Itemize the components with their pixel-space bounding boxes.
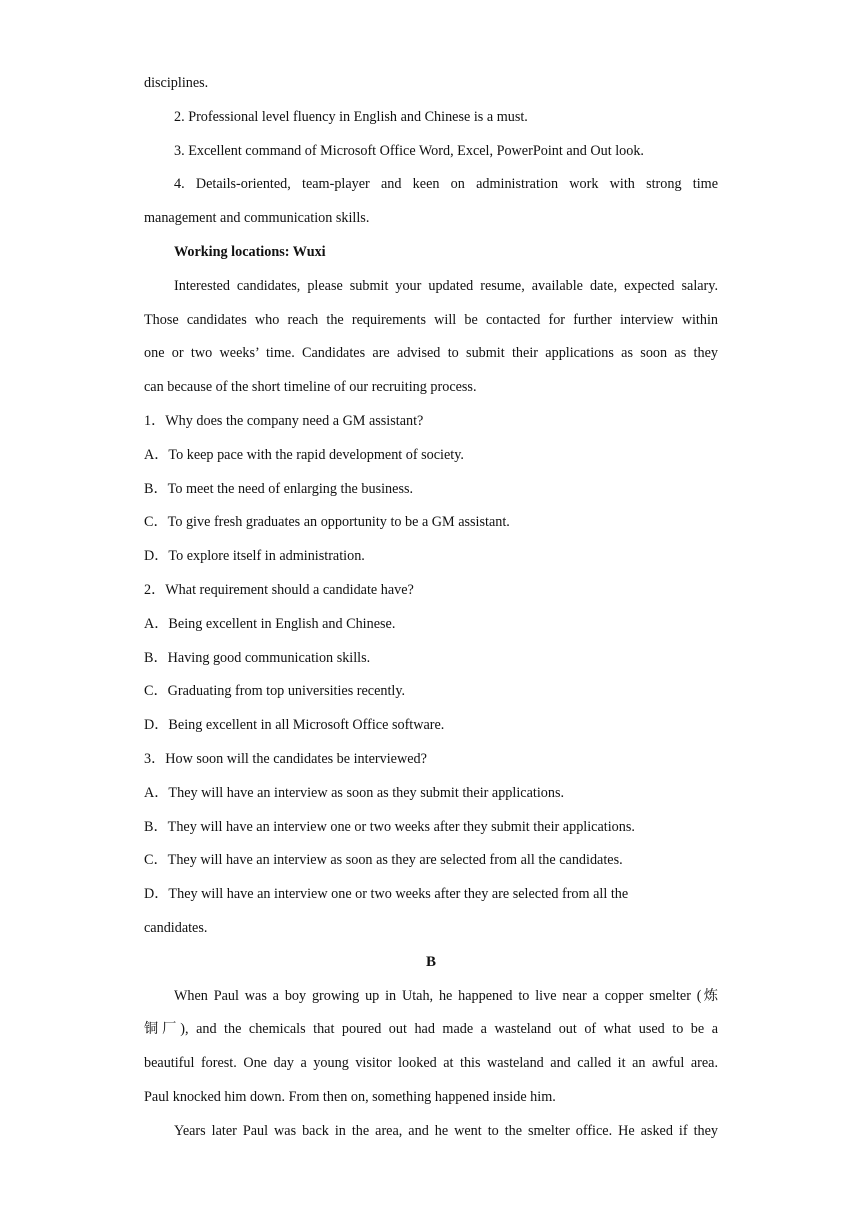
question-2-option-d: D．Being excellent in all Microsoft Office software.: [144, 717, 445, 733]
question-3-option-d: D．They will have an interview one or two weeks after they are selected from all the: [144, 886, 629, 902]
passage-b-para-1-line-4: Paul knocked him down. From then on, something happened inside him.: [144, 1089, 556, 1105]
application-line-3: one or two weeks’ time. Candidates are advised to submit their applications as soon as they: [144, 345, 718, 361]
application-line-4: can because of the short timeline of our recruiting process.: [144, 379, 477, 395]
passage-b-para-1-line-1: When Paul was a boy growing up in Utah, he happened to live near a copper smelter (炼: [174, 988, 718, 1004]
question-3-option-d-continuation: candidates.: [144, 920, 208, 936]
question-3-option-a: A．They will have an interview as soon as they submit their applications.: [144, 785, 565, 801]
question-2-stem: 2．What requirement should a candidate have?: [144, 582, 414, 598]
application-line-1: Interested candidates, please submit your updated resume, available date, expected salary.: [174, 278, 718, 294]
requirements-line-disciplines: disciplines.: [144, 75, 209, 91]
question-2-option-a: A．Being excellent in English and Chinese.: [144, 616, 396, 632]
requirement-item-4-line-1: 4. Details-oriented, team-player and keen on administration work with strong time: [174, 176, 718, 192]
question-1-option-c: C．To give fresh graduates an opportunity to be a GM assistant.: [144, 514, 510, 530]
question-1-option-b: B．To meet the need of enlarging the business.: [144, 481, 414, 497]
requirement-item-2: 2. Professional level fluency in English and Chinese is a must.: [174, 109, 528, 125]
question-2-option-b: B．Having good communication skills.: [144, 650, 371, 666]
question-2-option-c: C．Graduating from top universities recently.: [144, 683, 406, 699]
question-3-stem: 3．How soon will the candidates be interviewed?: [144, 751, 427, 767]
passage-b-para-2-line-1: Years later Paul was back in the area, and he went to the smelter office. He asked if they: [174, 1123, 718, 1139]
question-1-stem: 1．Why does the company need a GM assistant?: [144, 413, 424, 429]
question-3-option-c: C．They will have an interview as soon as they are selected from all the candidates.: [144, 852, 623, 868]
application-line-2: Those candidates who reach the requirements will be contacted for further interview within: [144, 312, 718, 328]
section-heading-b: B: [425, 954, 436, 970]
question-3-option-b: B．They will have an interview one or two weeks after they submit their applications.: [144, 819, 635, 835]
working-locations: Working locations: Wuxi: [174, 244, 326, 260]
requirement-item-4-line-2: management and communication skills.: [144, 210, 370, 226]
question-1-option-a: A．To keep pace with the rapid development of society.: [144, 447, 464, 463]
question-1-option-d: D．To explore itself in administration.: [144, 548, 365, 564]
requirement-item-3: 3. Excellent command of Microsoft Office Word, Excel, PowerPoint and Out look.: [174, 143, 644, 159]
passage-b-para-1-line-3: beautiful forest. One day a young visitor looked at this wasteland and called it an awful area.: [144, 1055, 718, 1071]
passage-b-para-1-line-2: 铜厂), and the chemicals that poured out had made a wasteland out of what used to be a: [144, 1021, 718, 1037]
